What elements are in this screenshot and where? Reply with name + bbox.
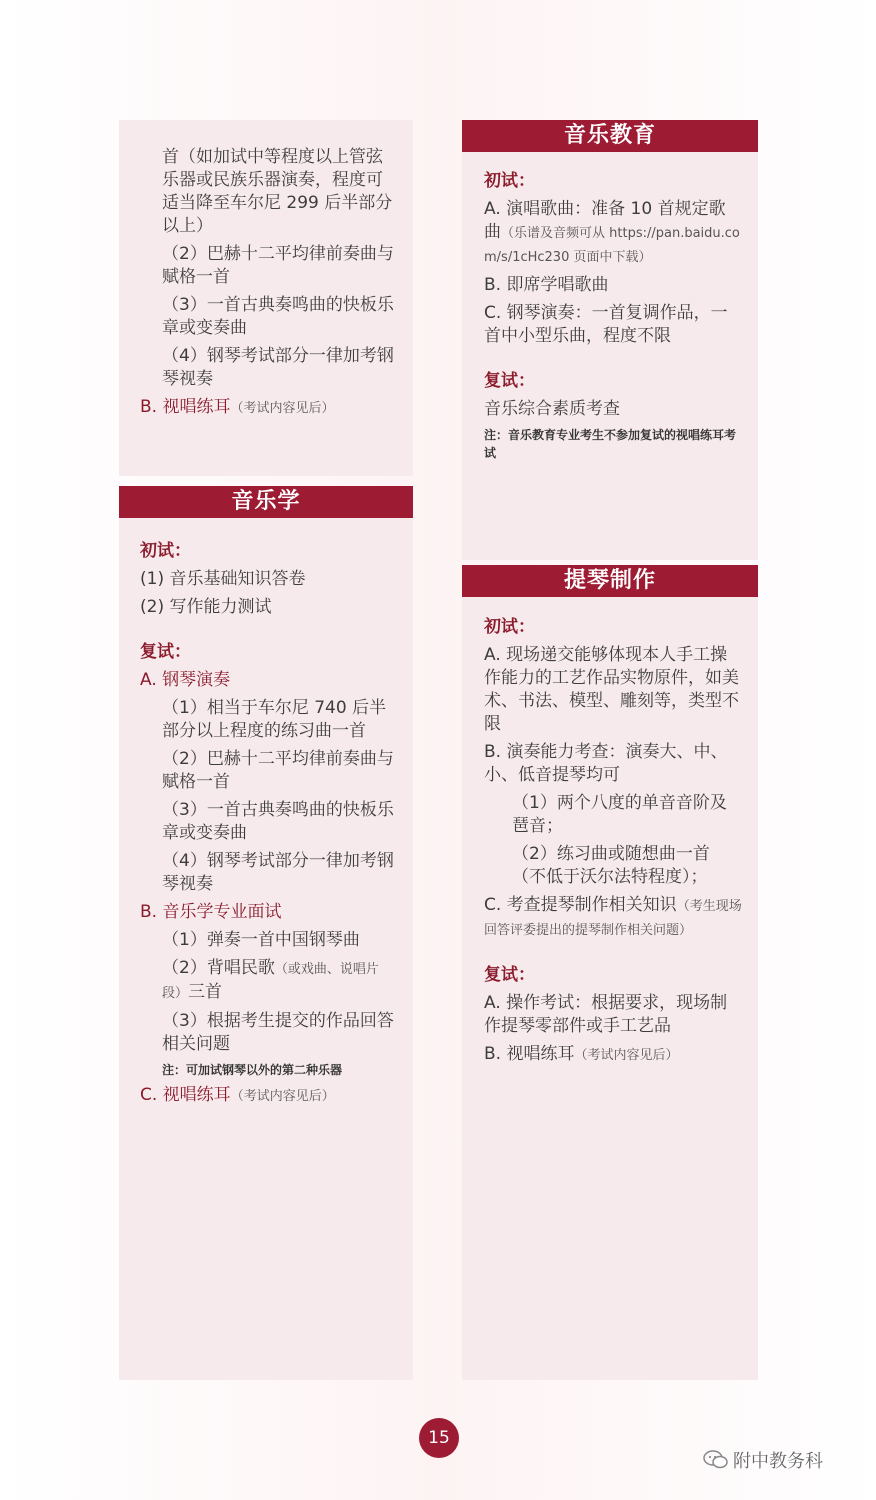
violin-c bbox=[484, 894, 742, 942]
musicology-content bbox=[140, 540, 398, 1108]
musicology-b-item-2-post: 三首 bbox=[188, 982, 223, 1002]
musicology-b-item-1: （1）弹奏一首中国钢琴曲 bbox=[162, 930, 360, 950]
violin-fushi-a: A. 操作考试：根据要求，现场制作提琴零部件或手工艺品 bbox=[484, 993, 728, 1036]
violin-fushi-b-note: （考试内容见后） bbox=[574, 1048, 679, 1063]
musicology-b-item-2 bbox=[140, 957, 398, 1005]
violin-b-item-1: （1）两个八度的单音音阶及琶音； bbox=[512, 793, 727, 836]
wechat-icon bbox=[703, 1450, 729, 1470]
musicology-chushi-item-2: (2) 写作能力测试 bbox=[140, 597, 272, 617]
musicology-b-item-2-small: （或戏曲、说唱片段） bbox=[162, 962, 379, 1001]
violin-b: B. 演奏能力考查：演奏大、中、小、低音提琴均可 bbox=[484, 742, 728, 785]
musicology-a-label: A. 钢琴演奏 bbox=[140, 670, 231, 690]
violin-c-small: （考生现场回答评委提出的提琴制作相关问题） bbox=[484, 899, 742, 938]
page-number: 15 bbox=[419, 1418, 459, 1458]
music-education-a-small: （乐谱及音频可从 https://pan.baidu.com/s/1cHc230 页面中下载） bbox=[484, 226, 740, 265]
watermark-text: 附中教务科 bbox=[733, 1451, 823, 1472]
piano-intro-text: 首（如加试中等程度以上管弦乐器或民族乐器演奏，程度可适当降至车尔尼 299 后半部分以上） bbox=[162, 147, 393, 236]
music-education-chushi-label: 初试： bbox=[484, 171, 535, 191]
music-education-title: 音乐教育 bbox=[462, 120, 758, 152]
music-education-b: B. 即席学唱歌曲 bbox=[484, 275, 609, 295]
musicology-title: 音乐学 bbox=[119, 486, 413, 518]
music-education-note: 注：音乐教育专业考生不参加复试的视唱练耳考试 bbox=[484, 428, 737, 460]
violin-c-text: C. 考查提琴制作相关知识 bbox=[484, 895, 677, 915]
music-education-fushi-text: 音乐综合素质考查 bbox=[484, 399, 620, 419]
music-education-c: C. 钢琴演奏：一首复调作品，一首中小型乐曲，程度不限 bbox=[484, 303, 728, 346]
musicology-c-line bbox=[140, 1084, 398, 1108]
musicology-b-item-2-pre: （2）背唱民歌 bbox=[162, 958, 275, 978]
piano-item-3: （3）一首古典奏鸣曲的快板乐章或变奏曲 bbox=[162, 295, 394, 338]
solfege-note: （考试内容见后） bbox=[230, 401, 335, 416]
musicology-c-note: （考试内容见后） bbox=[230, 1089, 335, 1104]
musicology-note: 注：可加试钢琴以外的第二种乐器 bbox=[162, 1063, 343, 1077]
musicology-b-item-3: （3）根据考生提交的作品回答相关问题 bbox=[162, 1011, 394, 1054]
violin-fushi-label: 复试： bbox=[484, 965, 535, 985]
piano-item-4: （4）钢琴考试部分一律加考钢琴视奏 bbox=[162, 346, 394, 389]
music-education-a-text: A. 演唱歌曲：准备 10 首规定歌曲 bbox=[484, 199, 726, 242]
violin-a: A. 现场递交能够体现本人手工操作能力的工艺作品实物原件，如美术、书法、模型、雕刻等，类型不限 bbox=[484, 645, 739, 734]
musicology-a-item-2: （2）巴赫十二平均律前奏曲与赋格一首 bbox=[162, 749, 394, 792]
musicology-a-item-4: （4）钢琴考试部分一律加考钢琴视奏 bbox=[162, 851, 394, 894]
left-top-content bbox=[140, 146, 398, 420]
violin-b-item-2: （2）练习曲或随想曲一首（不低于沃尔法特程度）； bbox=[512, 844, 710, 887]
violin-chushi-label: 初试： bbox=[484, 617, 535, 637]
violin-making-content bbox=[484, 616, 742, 1067]
musicology-b-label: B. 音乐学专业面试 bbox=[140, 902, 282, 922]
violin-making-title: 提琴制作 bbox=[462, 565, 758, 597]
musicology-fushi-label: 复试： bbox=[140, 642, 191, 662]
piano-item-2: （2）巴赫十二平均律前奏曲与赋格一首 bbox=[162, 244, 394, 287]
musicology-chushi-item-1: (1) 音乐基础知识答卷 bbox=[140, 569, 306, 589]
musicology-a-item-3: （3）一首古典奏鸣曲的快板乐章或变奏曲 bbox=[162, 800, 394, 843]
musicology-chushi-label: 初试： bbox=[140, 541, 191, 561]
solfege-line bbox=[140, 396, 398, 420]
musicology-c-label: C. 视唱练耳 bbox=[140, 1085, 231, 1105]
music-education-fushi-label: 复试： bbox=[484, 371, 535, 391]
watermark bbox=[703, 1447, 823, 1473]
music-education-a bbox=[484, 198, 742, 269]
musicology-a-item-1: （1）相当于车尔尼 740 后半部分以上程度的练习曲一首 bbox=[162, 698, 387, 741]
music-education-content bbox=[484, 170, 742, 462]
violin-fushi-b-label: B. 视唱练耳 bbox=[484, 1044, 575, 1064]
solfege-label: B. 视唱练耳 bbox=[140, 397, 231, 417]
violin-fushi-b-line bbox=[484, 1043, 742, 1067]
